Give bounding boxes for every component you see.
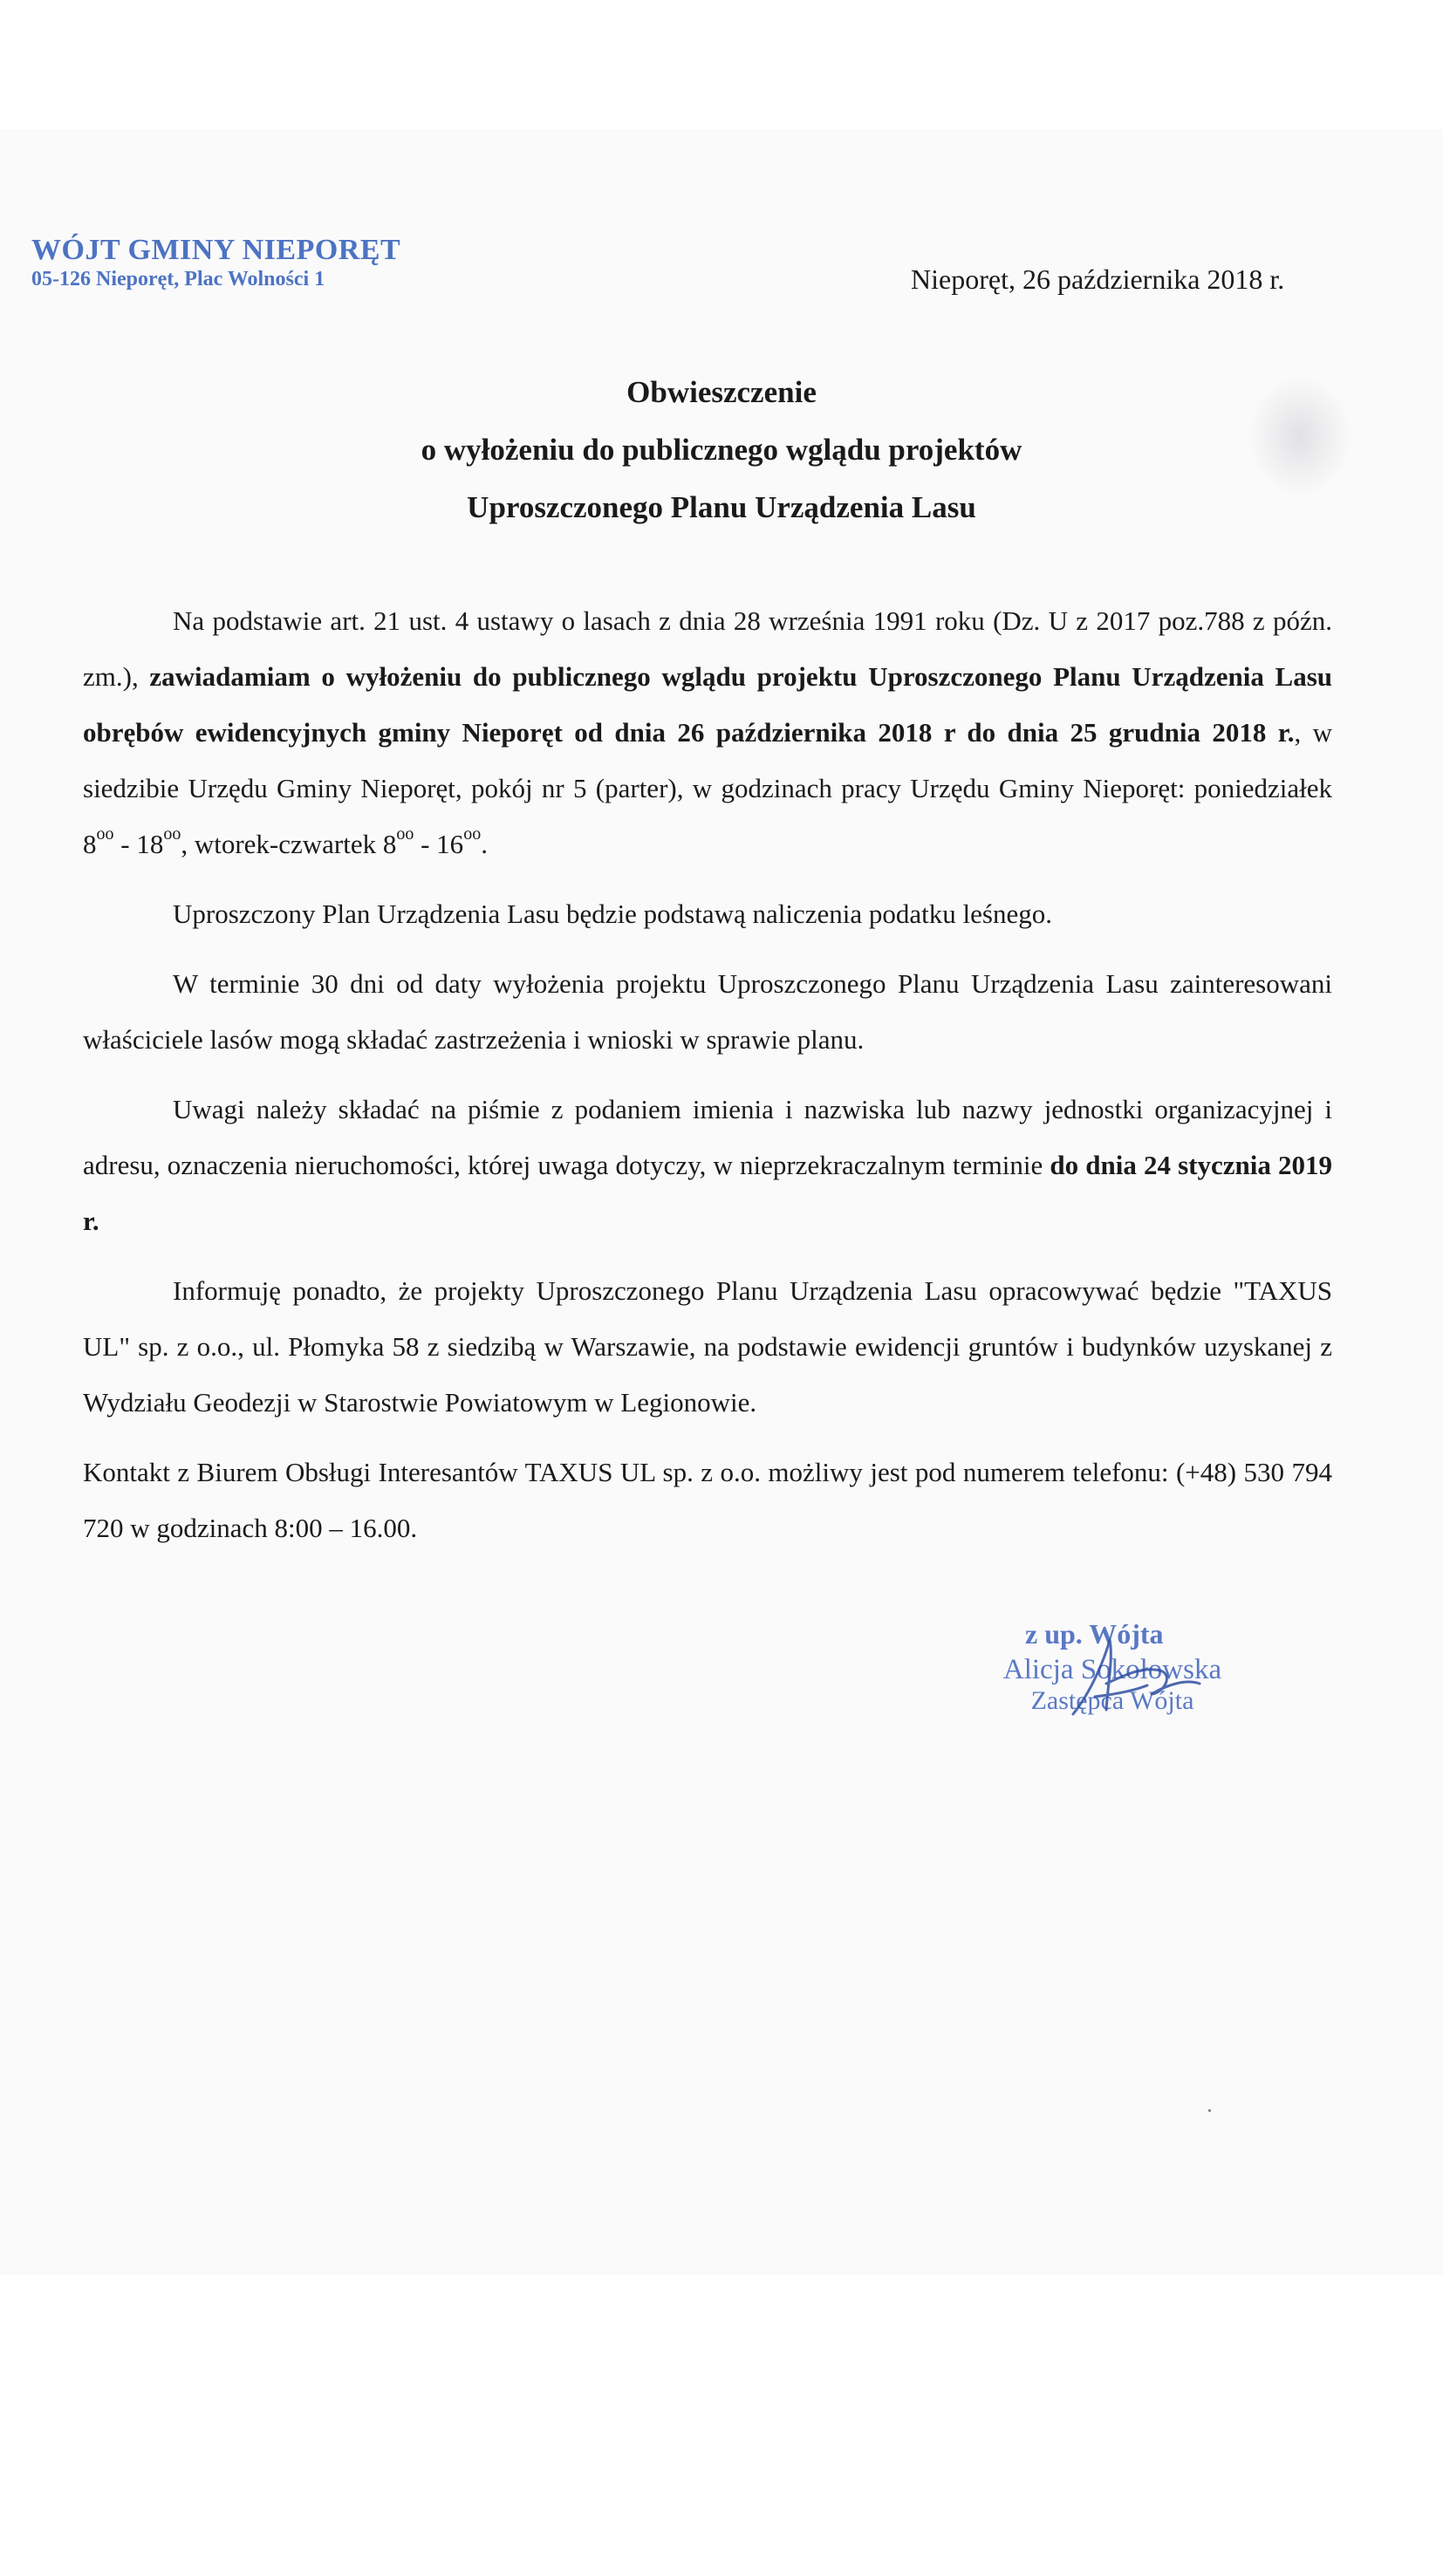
paragraph-contractor-info: Informuję ponadto, że projekty Uproszczonego Planu Urządzenia Lasu opracowywać będzie "TAXUS UL" sp. z o.o., ul. Płomyka 58 z siedzibą w Warszawie, na podstawie ewidencji gruntów i budynków uzyskanej z Wydziału Geodezji w Starostwie Powiatowym w Legionowie.: [83, 1275, 1332, 1418]
stamp-address: 05-126 Nieporęt, Plac Wolności 1: [31, 268, 325, 291]
paragraph-legal-basis: [83, 593, 1332, 872]
scan-speck: [1208, 2109, 1211, 2112]
header-stamp: [31, 234, 400, 291]
signature-name: Alicja Sokołowska: [1002, 1654, 1222, 1685]
document-date: Nieporęt, 26 października 2018 r.: [911, 263, 1285, 295]
stamp-office-name: WÓJT GMINY NIEPORĘT: [31, 234, 401, 266]
document-body: [83, 593, 1332, 1570]
superscript: oo: [396, 824, 414, 844]
paragraph-text: Na podstawie art. 21 ust. 4 ustawy o lasach z dnia 28 września 1991 roku (Dz. U z 2017 poz.788 z późn. zm.),: [83, 605, 1332, 692]
superscript: oo: [463, 824, 482, 844]
paragraph-text: - 16: [414, 829, 464, 859]
signature-authorization: z up. Wójta: [1025, 1618, 1164, 1650]
signature-position: Zastępca Wójta: [1030, 1686, 1194, 1715]
document-title: Obwieszczenie: [626, 375, 817, 409]
document-subtitle-line1: o wyłożeniu do publicznego wglądu projektów: [421, 433, 1022, 467]
paragraph-bold-text: do dnia 24 stycznia 2019 r.: [83, 1150, 1332, 1236]
paragraph-contact-info: Kontakt z Biurem Obsługi Interesantów TAXUS UL sp. z o.o. możliwy jest pod numerem telefonu: (+48) 530 794 720 w godzinach 8:00 – 16.00.: [83, 1457, 1332, 1543]
paragraph-text: .: [481, 829, 488, 859]
paragraph-text: Uwagi należy składać na piśmie z podaniem imienia i nazwiska lub nazwy jednostki organizacyjnej i adresu, oznaczenia nieruchomości, której uwaga dotyczy, w nieprzekraczalnym terminie: [83, 1094, 1332, 1180]
superscript: oo: [163, 824, 181, 844]
paragraph-tax-basis: Uproszczony Plan Urządzenia Lasu będzie podstawą naliczenia podatku leśnego.: [173, 899, 1052, 929]
paragraph-text: , w siedzibie Urzędu Gminy Nieporęt, pokój nr 5 (parter), w godzinach pracy Urzędu Gminy Nieporęt: poniedziałek 8: [83, 717, 1332, 859]
paragraph-text: , wtorek-czwartek 8: [181, 829, 397, 859]
paragraph-objection-period: W terminie 30 dni od daty wyłożenia projektu Uproszczonego Planu Urządzenia Lasu zainteresowani właściciele lasów mogą składać zastrzeżenia i wnioski w sprawie planu.: [83, 968, 1332, 1055]
paragraph-text: - 18: [113, 829, 164, 859]
paragraph-submission-rules: [83, 1082, 1332, 1249]
document-subtitle-line2: Uproszczonego Planu Urządzenia Lasu: [467, 490, 976, 524]
paragraph-bold-text: zawiadamiam o wyłożeniu do publicznego wglądu projektu Uproszczonego Planu Urządzenia Lasu obrębów ewidencyjnych gminy Nieporęt od dnia 26 października 2018 r do dnia 25 grudnia 2018 r.: [83, 661, 1332, 748]
handwritten-signature: [1056, 1631, 1204, 1727]
superscript: oo: [96, 824, 114, 844]
